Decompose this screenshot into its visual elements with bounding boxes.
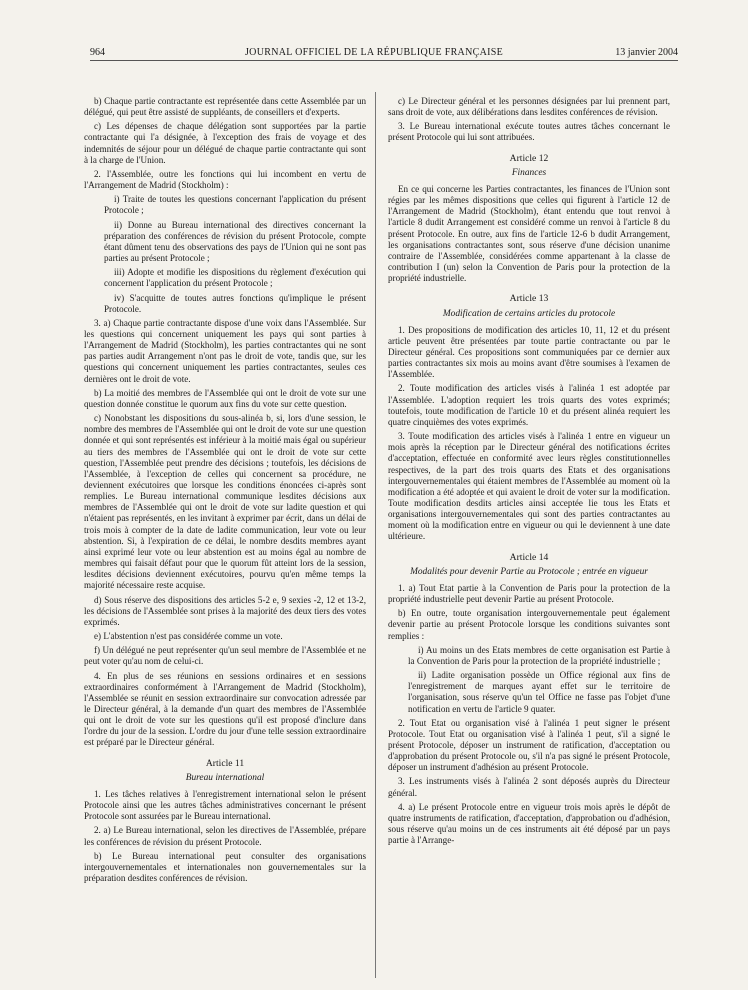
paragraph: 4. a) Le présent Protocole entre en vigueur trois mois après le dépôt de quatre instruments de ratification, d'acceptation, d'approbation ou d'adhésion, sous réserve qu'au moins un de ces instruments ait été déposé par un pays partie à l'Arrange- [388, 801, 670, 846]
paragraph: 2. Toute modification des articles visés à l'alinéa 1 est adoptée par l'Assemblée. L'adoption requiert les trois quarts des votes exprimés; toutefois, toute modification de l'article 10 et du présent alinéa requiert les quatre cinquièmes des votes exprimés. [388, 383, 670, 427]
paragraph: b) Chaque partie contractante est représentée dans cette Assemblée par un délégué, qui peut être assisté de suppléants, de conseillers et d'experts. [84, 96, 366, 118]
list-item: iv) S'acquitte de toutes autres fonctions qu'implique le présent Protocole. [104, 292, 366, 314]
paragraph: c) Les dépenses de chaque délégation sont supportées par la partie contractante qui l'a désignée, à l'exception des frais de voyage et des indemnités de séjour pour un délégué de chaque partie contractante qui sont à la charge de l'Union. [84, 121, 366, 165]
issue-date: 13 janvier 2004 [615, 47, 678, 58]
article-13-title: Article 13 [509, 293, 549, 305]
left-column [84, 96, 366, 887]
paragraph: 2. l'Assemblée, outre les fonctions qui lui incombent en vertu de l'Arrangement de Madrid (Stockholm) : [84, 168, 366, 191]
article-12-subtitle: Finances [511, 167, 547, 178]
paragraph: 3. a) Chaque partie contractante dispose d'une voix dans l'Assemblée. Sur les questions qui concernent uniquement les pays qui sont parties à l'Arrangement de Madrid (Stockholm), les parties contractantes qui ne sont pas parties audit Arrangement n'ont pas le droit de vote, tandis que, sur les questions qui concernent uniquement les parties contractantes, seules ces dernières ont le droit de vote. [84, 317, 366, 384]
article-11-title: Article 11 [205, 757, 245, 769]
list-item: i) Traite de toutes les questions concernant l'application du présent Protocole ; [104, 194, 366, 216]
paragraph: f) Un délégué ne peut représenter qu'un seul membre de l'Assemblée et ne peut voter qu'au nom de celui-ci. [84, 645, 366, 667]
right-column [388, 96, 670, 849]
paragraph: 2. a) Le Bureau international, selon les directives de l'Assemblée, prépare les conférences de révision du présent Protocole. [84, 825, 366, 847]
paragraph: 1. Les tâches relatives à l'enregistrement international selon le présent Protocole ainsi que les autres tâches administratives concernant le présent Protocole sont assurées par le Bureau international. [84, 788, 366, 822]
page-header [0, 0, 748, 72]
paragraph: e) L'abstention n'est pas considérée comme un vote. [94, 631, 283, 642]
list-item: i) Au moins un des Etats membres de cette organisation est Partie à la Convention de Paris pour la protection de la propriété industrielle ; [408, 644, 670, 666]
column-divider [375, 92, 376, 978]
article-11-subtitle: Bureau international [185, 772, 265, 783]
paragraph: b) En outre, toute organisation intergouvernementale peut également devenir partie au présent Protocole lorsque les conditions suivantes sont remplies : [388, 608, 670, 641]
paragraph: 2. Tout Etat ou organisation visé à l'alinéa 1 peut signer le présent Protocole. Tout Etat ou organisation visé à l'alinéa 1 peut, s'il a signé le présent Protocole, déposer un instrument de ratification, d'acceptation ou d'approbation du présent Protocole ou, s'il n'a pas signé le présent Protocole, déposer un instrument d'adhésion au présent Protocole. [388, 717, 670, 773]
paragraph: 1. a) Tout Etat partie à la Convention de Paris pour la protection de la propriété industrielle peut devenir Partie au présent Protocole. [388, 582, 670, 605]
paragraph: 3. Toute modification des articles visés à l'alinéa 1 entre en vigueur un mois après la réception par le Directeur général des notifications écrites d'acceptation, effectuée en conformité avec leurs règles constitutionnelles respectives, de la part des trois quarts des Etats et des organisations intergouvernementales qui étaient membres de l'Assemblée au moment où la modification a été adoptée et qui avaient le droit de voter sur la modification. Toute modification desdits articles ainsi acceptée lie tous les Etats et organisations intergouvernementales qui sont des parties contractantes au moment où la modification entre en vigueur ou qui le deviennent à une date ultérieure. [388, 431, 670, 542]
paragraph: 1. Des propositions de modification des articles 10, 11, 12 et du présent article peuvent être présentées par toute partie contractante ou par le Directeur général. Ces propositions sont communiquées par ce dernier aux parties contractantes six mois au moins avant d'être soumises à l'examen de l'Assemblée. [388, 324, 670, 380]
paragraph: d) Sous réserve des dispositions des articles 5-2 e, 9 sexies -2, 12 et 13-2, les décisions de l'Assemblée sont prises à la majorité des deux tiers des votes exprimés. [84, 594, 366, 627]
paragraph: 4. En plus de ses réunions en sessions ordinaires et en sessions extraordinaires conformément à l'Arrangement de Madrid (Stockholm), l'Assemblée se réunit en session extraordinaire sur convocation adressée par le Directeur général, à la demande d'un quart des membres de l'Assemblée qui ont le droit de vote sur les questions qu'il est proposé d'inclure dans l'ordre du jour de la session. L'ordre du jour d'une telle session extraordinaire est préparé par le Directeur général. [84, 670, 366, 748]
article-14-title: Article 14 [509, 551, 549, 563]
list-item: ii) Donne au Bureau international des directives concernant la préparation des conférences de révision du présent Protocole, compte étant dûment tenu des observations des pays de l'Union qui ne sont pas parties au présent Protocole ; [104, 219, 366, 264]
article-14-subtitle: Modalités pour devenir Partie au Protocole ; entrée en vigueur [410, 566, 648, 577]
paragraph: 3. Le Bureau international exécute toutes autres tâches concernant le présent Protocole qui lui sont attribuées. [388, 121, 670, 143]
paragraph: c) Le Directeur général et les personnes désignées par lui prennent part, sans droit de vote, aux délibérations dans lesdites conférences de révision. [388, 96, 670, 118]
article-13-subtitle: Modification de certains articles du protocole [442, 308, 616, 319]
paragraph: En ce qui concerne les Parties contractantes, les finances de l'Union sont régies par les mêmes dispositions que celles qui figurent à l'article 12 de l'Arrangement de Madrid (Stockholm), étant entendu que tout renvoi à l'article 8 dudit Arrangement est considéré comme un renvoi à l'article 8 du présent Protocole. En outre, aux fins de l'article 12-6 b dudit Arrangement, les organisations contractantes sont, sous réserve d'une décision unanime contraire de l'Assemblée, considérées comme appartenant à la classe de contribution I (un) selon la Convention de Paris pour la protection de la propriété industrielle. [388, 183, 670, 284]
list-item: ii) Ladite organisation possède un Office régional aux fins de l'enregistrement de marques ayant effet sur le territoire de l'organisation, sous réserve qu'un tel Office ne fasse pas l'objet d'une notification en vertu de l'article 9 quater. [408, 670, 670, 714]
paragraph: b) La moitié des membres de l'Assemblée qui ont le droit de vote sur une question donnée constitue le quorum aux fins du vote sur cette question. [84, 387, 366, 409]
header-rule [90, 60, 678, 61]
article-12-title: Article 12 [509, 152, 549, 164]
paragraph: c) Nonobstant les dispositions du sous-alinéa b, si, lors d'une session, le nombre des membres de l'Assemblée qui ont le droit de vote sur une question donnée et qui sont représentés est inférieur à la moitié mais égal ou supérieur au tiers des membres de l'Assemblée qui ont le droit de vote sur cette question, l'Assemblée peut prendre des décisions ; toutefois, les décisions de l'Assemblée, à l'exception de celles qui concernent sa procédure, ne deviennent exécutoires que lorsque les conditions énoncées ci-après sont remplies. Le Bureau international communique lesdites décisions aux membres de l'Assemblée qui ont le droit de vote sur ladite question et qui n'étaient pas représentés, en les invitant à exprimer par écrit, dans un délai de trois mois à compter de la date de ladite communication, leur vote ou leur abstention. Si, à l'expiration de ce délai, le nombre desdits membres ayant ainsi exprimé leur vote ou leur abstention est au moins égal au nombre de membres qui faisait défaut pour que le quorum fût atteint lors de la session, lesdites décisions deviennent exécutoires, pourvu qu'en même temps la majorité nécessaire reste acquise. [84, 413, 366, 591]
journal-title: JOURNAL OFFICIEL DE LA RÉPUBLIQUE FRANÇAISE [244, 47, 503, 58]
paragraph: b) Le Bureau international peut consulter des organisations intergouvernementales et internationales non gouvernementales sur la préparation desdites conférences de révision. [84, 850, 366, 883]
list-item: iii) Adopte et modifie les dispositions du règlement d'exécution qui concernent l'application du présent Protocole ; [104, 267, 366, 289]
page-number: 964 [90, 47, 105, 58]
paragraph: 3. Les instruments visés à l'alinéa 2 sont déposés auprès du Directeur général. [388, 776, 670, 798]
